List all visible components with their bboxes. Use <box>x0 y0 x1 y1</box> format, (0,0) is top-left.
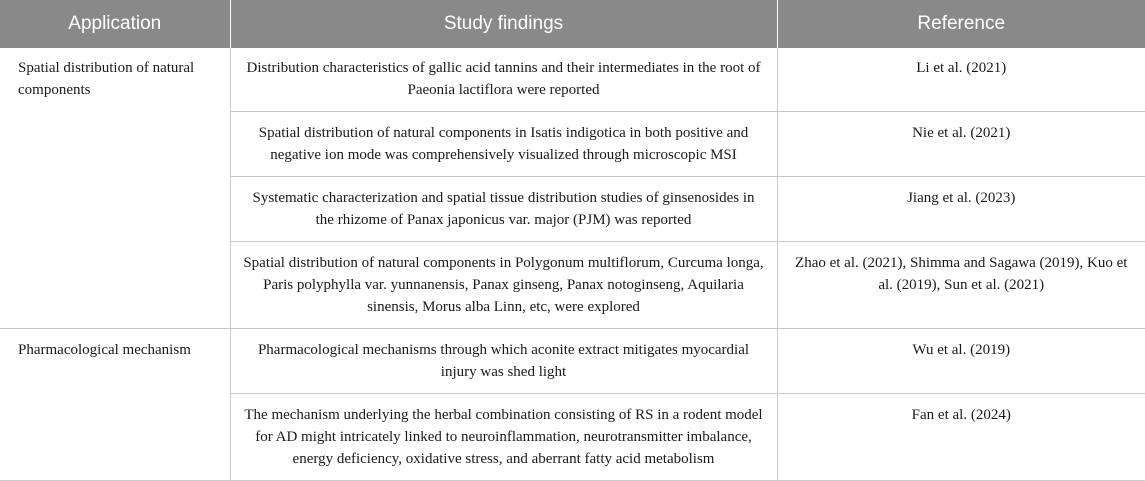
application-cell: Pharmacological mechanism <box>0 329 230 481</box>
reference-cell: Li et al. (2021) <box>777 48 1145 112</box>
reference-cell: Zhao et al. (2021), Shimma and Sagawa (2019), Kuo et al. (2019), Sun et al. (2021) <box>777 242 1145 329</box>
finding-cell: Systematic characterization and spatial tissue distribution studies of ginsenosides in the rhizome of Panax japonicus var. major (PJM) was reported <box>230 177 777 242</box>
finding-cell: Spatial distribution of natural components in Isatis indigotica in both positive and negative ion mode was comprehensively visualized through microscopic MSI <box>230 112 777 177</box>
header-row <box>0 0 1145 48</box>
finding-cell: Pharmacological mechanisms through which aconite extract mitigates myocardial injury was shed light <box>230 329 777 394</box>
header-reference: Reference <box>777 0 1145 48</box>
header-application: Application <box>0 0 230 48</box>
finding-cell: The mechanism underlying the herbal combination consisting of RS in a rodent model for AD might intricately linked to neuroinflammation, neurotransmitter imbalance, energy deficiency, oxidative stress, and aberrant fatty acid metabolism <box>230 394 777 481</box>
reference-cell: Wu et al. (2019) <box>777 329 1145 394</box>
finding-cell: Distribution characteristics of gallic acid tannins and their intermediates in the root of Paeonia lactiflora were reported <box>230 48 777 112</box>
reference-cell: Nie et al. (2021) <box>777 112 1145 177</box>
finding-cell: Spatial distribution of natural components in Polygonum multiflorum, Curcuma longa, Paris polyphylla var. yunnanensis, Panax ginseng, Panax notoginseng, Aquilaria sinensis, Morus alba Linn, etc, were explored <box>230 242 777 329</box>
application-cell: Spatial distribution of natural components <box>0 48 230 329</box>
table-row <box>0 48 1145 112</box>
table-row <box>0 329 1145 394</box>
reference-cell: Jiang et al. (2023) <box>777 177 1145 242</box>
header-findings: Study findings <box>230 0 777 48</box>
reference-cell: Fan et al. (2024) <box>777 394 1145 481</box>
